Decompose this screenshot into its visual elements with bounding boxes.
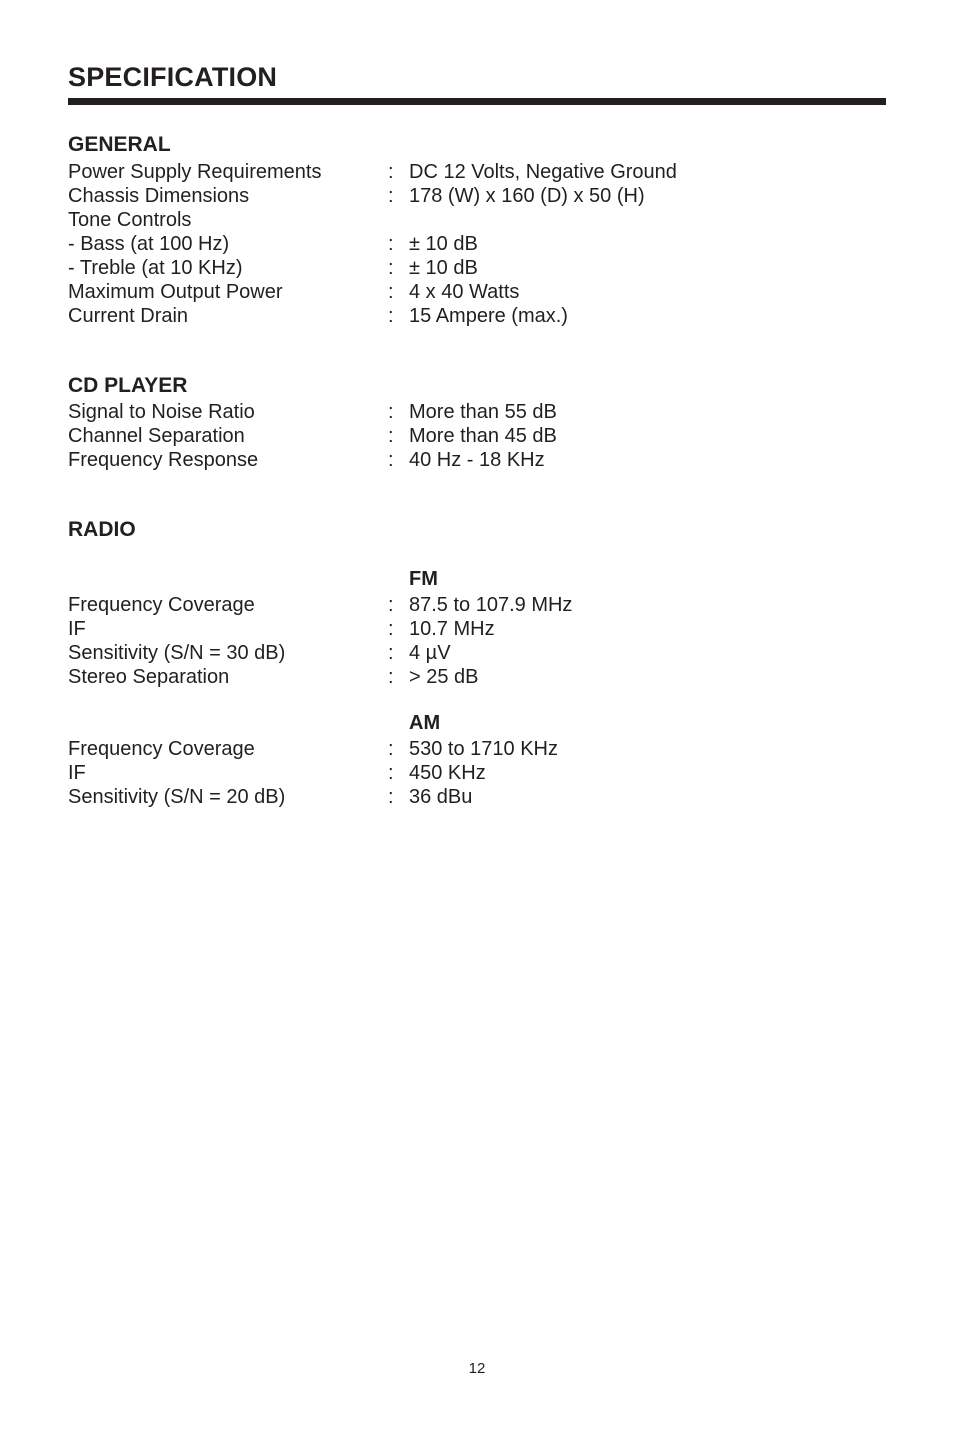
spec-value: ± 10 dB: [409, 257, 478, 279]
spec-value: > 25 dB: [409, 666, 479, 688]
spec-label: Sensitivity (S/N = 20 dB): [68, 786, 286, 808]
spec-label: Frequency Coverage: [68, 738, 255, 760]
spec-colon: :: [388, 233, 394, 255]
page-number: 12: [468, 1360, 486, 1377]
spec-colon: :: [388, 666, 394, 688]
spec-colon: :: [388, 642, 394, 664]
spec-value: More than 45 dB: [409, 425, 557, 447]
spec-label: Channel Separation: [68, 425, 245, 447]
page-title: SPECIFICATION: [68, 62, 278, 92]
spec-label: - Treble (at 10 KHz): [68, 257, 243, 279]
spec-colon: :: [388, 281, 394, 303]
spec-value: 4 x 40 Watts: [409, 281, 520, 303]
spec-label: - Bass (at 100 Hz): [68, 233, 230, 255]
spec-label: Chassis Dimensions: [68, 185, 250, 207]
spec-value: 10.7 MHz: [409, 618, 495, 640]
band-heading-fm: FM: [409, 568, 438, 590]
spec-label: Sensitivity (S/N = 30 dB): [68, 642, 286, 664]
spec-value: 36 dBu: [409, 786, 473, 808]
spec-label: IF: [68, 618, 86, 640]
spec-label: Current Drain: [68, 305, 189, 327]
spec-colon: :: [388, 618, 394, 640]
spec-value: ± 10 dB: [409, 233, 478, 255]
spec-colon: :: [388, 762, 394, 784]
spec-value: 530 to 1710 KHz: [409, 738, 558, 760]
spec-label: Frequency Response: [68, 449, 259, 471]
spec-label: Signal to Noise Ratio: [68, 401, 255, 423]
spec-value: 178 (W) x 160 (D) x 50 (H): [409, 185, 645, 207]
spec-colon: :: [388, 257, 394, 279]
section-heading-radio: RADIO: [68, 518, 136, 541]
spec-value: 15 Ampere (max.): [409, 305, 568, 327]
spec-label: Maximum Output Power: [68, 281, 283, 303]
spec-value: 40 Hz - 18 KHz: [409, 449, 545, 471]
title-rule: [68, 98, 886, 105]
spec-colon: :: [388, 161, 394, 183]
spec-label: Frequency Coverage: [68, 594, 255, 616]
spec-value: 4 µV: [409, 642, 451, 664]
spec-colon: :: [388, 305, 394, 327]
spec-value: 450 KHz: [409, 762, 486, 784]
spec-colon: :: [388, 425, 394, 447]
spec-label: Power Supply Requirements: [68, 161, 322, 183]
spec-value: 87.5 to 107.9 MHz: [409, 594, 573, 616]
spec-label: Tone Controls: [68, 209, 192, 231]
spec-value: DC 12 Volts, Negative Ground: [409, 161, 677, 183]
spec-label: Stereo Separation: [68, 666, 230, 688]
spec-colon: :: [388, 786, 394, 808]
section-heading-cd-player: CD PLAYER: [68, 374, 188, 397]
spec-value: More than 55 dB: [409, 401, 557, 423]
spec-colon: :: [388, 401, 394, 423]
band-heading-am: AM: [409, 712, 441, 734]
spec-colon: :: [388, 594, 394, 616]
spec-colon: :: [388, 185, 394, 207]
spec-colon: :: [388, 449, 394, 471]
spec-label: IF: [68, 762, 86, 784]
section-heading-general: GENERAL: [68, 133, 171, 156]
spec-colon: :: [388, 738, 394, 760]
